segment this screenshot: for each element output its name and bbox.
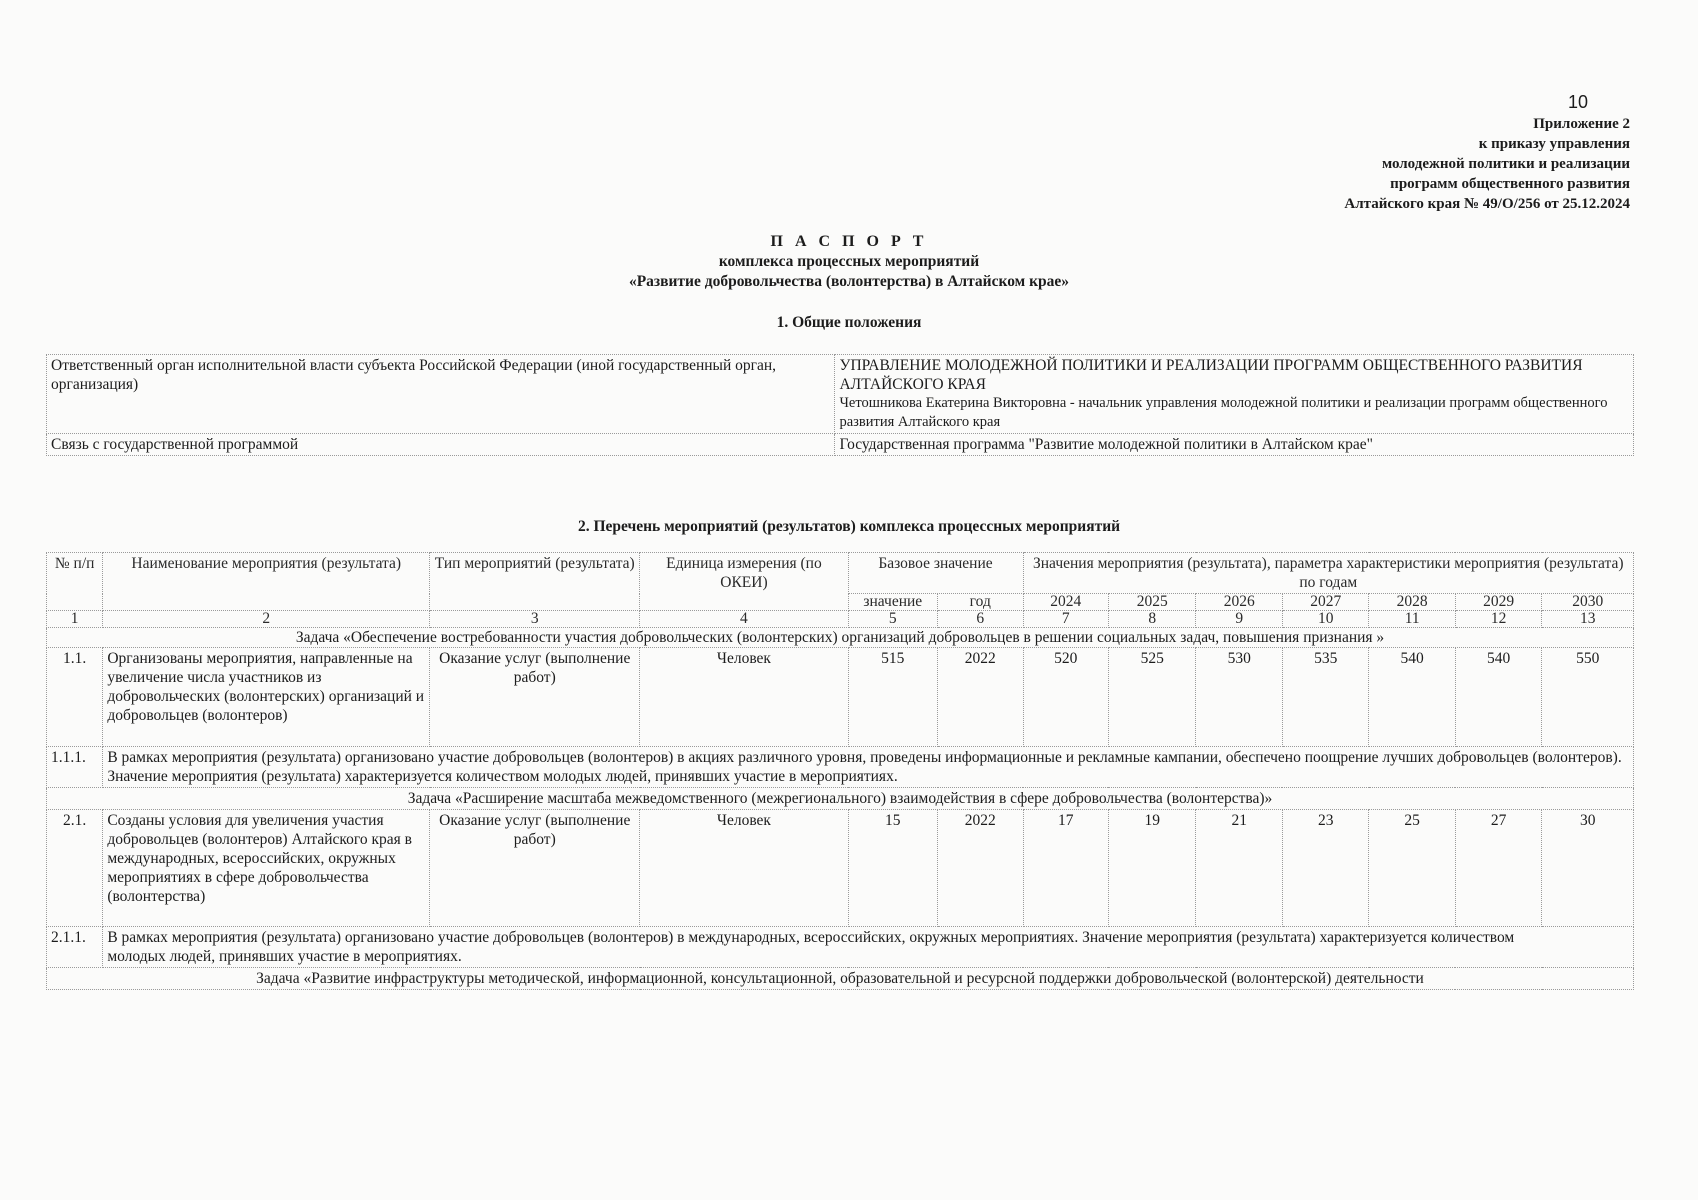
appendix-line: Приложение 2 [1533, 116, 1630, 132]
table-header-row [47, 553, 1634, 594]
activities-table [46, 552, 1634, 990]
table-row [47, 747, 1634, 788]
responsible-person: Четошникова Екатерина Викторовна - начальник управления молодежной политики и реализации программ общественного развития Алтайского края [839, 395, 1608, 430]
column-number: 3 [430, 611, 640, 628]
label-cell: Ответственный орган исполнительной власти субъекта Российской Федерации (иной государственный орган, организация) [47, 355, 835, 434]
section2-heading: 2. Перечень мероприятий (результатов) комплекса процессных мероприятий [577, 518, 1121, 535]
year-value: 23 [1282, 810, 1368, 927]
year-value: 17 [1023, 810, 1108, 927]
appendix-line: программ общественного развития [1390, 176, 1630, 192]
activity-unit: Человек [640, 648, 848, 747]
column-number: 8 [1108, 611, 1195, 628]
year-value: 21 [1196, 810, 1282, 927]
year-value: 25 [1369, 810, 1455, 927]
year-value: 550 [1542, 648, 1634, 747]
base-value: 515 [848, 648, 938, 747]
header-year: 2026 [1196, 594, 1282, 611]
column-number: 10 [1282, 611, 1368, 628]
task-title: Задача «Развитие инфраструктуры методической, информационной, консультационной, образовательной и ресурсной поддержки добровольческой (волонтерской) деятельности [47, 968, 1634, 990]
year-value: 525 [1108, 648, 1195, 747]
year-value: 540 [1369, 648, 1455, 747]
header-base-value: значение [848, 594, 938, 611]
header-unit: Единица измерения (по ОКЕИ) [640, 553, 848, 611]
table-row [47, 810, 1634, 927]
title-line: «Развитие добровольчества (волонтерства) в Алтайском крае» [628, 273, 1070, 290]
year-value: 30 [1542, 810, 1634, 927]
header-year: 2029 [1455, 594, 1541, 611]
row-num: 2.1.1. [47, 927, 103, 968]
activity-name: Организованы мероприятия, направленные на увеличение числа участников из добровольческих (волонтерских) организаций и добровольцев (волонтеров) [103, 648, 430, 747]
appendix-block [1344, 114, 1630, 214]
header-year: 2028 [1369, 594, 1455, 611]
appendix-line: Алтайского края № 49/О/256 от 25.12.2024 [1344, 196, 1630, 212]
header-base: Базовое значение [848, 553, 1023, 594]
passport-heading: П А С П О Р Т [770, 233, 928, 250]
appendix-line: молодежной политики и реализации [1381, 156, 1630, 172]
header-values: Значения мероприятия (результата), параметра характеристики мероприятия (результата) по годам [1023, 553, 1634, 594]
year-value: 520 [1023, 648, 1108, 747]
row-num: 1.1.1. [47, 747, 103, 788]
year-value: 535 [1282, 648, 1368, 747]
value-cell [835, 355, 1634, 434]
activity-name: Созданы условия для увеличения участия добровольцев (волонтеров) Алтайского края в международных, всероссийских, окружных мероприятиях в сфере добровольчества (волонтерства) [103, 810, 430, 927]
column-number-row [47, 611, 1634, 628]
row-num: 1.1. [47, 648, 103, 747]
year-value: 19 [1108, 810, 1195, 927]
header-base-year: год [938, 594, 1023, 611]
column-number: 13 [1542, 611, 1634, 628]
column-number: 4 [640, 611, 848, 628]
activity-type: Оказание услуг (выполнение работ) [430, 810, 640, 927]
table-row [47, 434, 1634, 456]
column-number: 12 [1455, 611, 1541, 628]
header-name: Наименование мероприятия (результата) [103, 553, 430, 611]
column-number: 11 [1369, 611, 1455, 628]
header-type: Тип мероприятий (результата) [430, 553, 640, 611]
base-year: 2022 [938, 810, 1023, 927]
column-number: 5 [848, 611, 938, 628]
table-row [47, 648, 1634, 747]
header-num: № п/п [47, 553, 103, 611]
task-row [47, 968, 1634, 990]
header-year: 2030 [1542, 594, 1634, 611]
responsible-org: УПРАВЛЕНИЕ МОЛОДЕЖНОЙ ПОЛИТИКИ И РЕАЛИЗАЦИИ ПРОГРАММ ОБЩЕСТВЕННОГО РАЗВИТИЯ АЛТАЙСКОГО КРАЯ [839, 357, 1583, 393]
activity-type: Оказание услуг (выполнение работ) [430, 648, 640, 747]
header-year: 2027 [1282, 594, 1368, 611]
year-value: 27 [1455, 810, 1541, 927]
document-title [0, 232, 1698, 292]
header-year: 2024 [1023, 594, 1108, 611]
column-number: 6 [938, 611, 1023, 628]
table-row [47, 927, 1634, 968]
column-number: 9 [1196, 611, 1282, 628]
column-number: 1 [47, 611, 103, 628]
task-row [47, 628, 1634, 648]
value-cell: Государственная программа "Развитие молодежной политики в Алтайском крае" [835, 434, 1634, 456]
task-title: Задача «Расширение масштаба межведомственного (межрегионального) взаимодействия в сфере добровольчества (волонтерства)» [47, 788, 1634, 810]
table-row [47, 355, 1634, 434]
task-title: Задача «Обеспечение востребованности участия добровольческих (волонтерских) организаций добровольцев в решении социальных задач, повышения признания » [47, 628, 1634, 648]
column-number: 2 [103, 611, 430, 628]
header-year: 2025 [1108, 594, 1195, 611]
label-cell: Связь с государственной программой [47, 434, 835, 456]
column-number: 7 [1023, 611, 1108, 628]
general-info-table [46, 354, 1634, 456]
row-note: В рамках мероприятия (результата) организовано участие добровольцев (волонтеров) в акциях различного уровня, проведены информационные и рекламные кампании, обеспечено поощрение лучших добровольцев (волонтеров). Значение мероприятия (результата) характеризуется количеством молодых людей, принявших участие в мероприятиях. [103, 747, 1634, 788]
base-value: 15 [848, 810, 938, 927]
activity-unit: Человек [640, 810, 848, 927]
year-value: 540 [1455, 648, 1541, 747]
row-num: 2.1. [47, 810, 103, 927]
task-row [47, 788, 1634, 810]
page-number: 10 [1567, 92, 1589, 112]
year-value: 530 [1196, 648, 1282, 747]
base-year: 2022 [938, 648, 1023, 747]
title-line: комплекса процессных мероприятий [718, 253, 980, 270]
section1-heading: 1. Общие положения [776, 314, 922, 331]
appendix-line: к приказу управления [1478, 136, 1630, 152]
row-note: В рамках мероприятия (результата) организовано участие добровольцев (волонтеров) в международных, всероссийских, окружных мероприятиях. Значение мероприятия (результата) характеризуется количеством молодых людей, принявших участие в мероприятиях. [103, 927, 1634, 968]
